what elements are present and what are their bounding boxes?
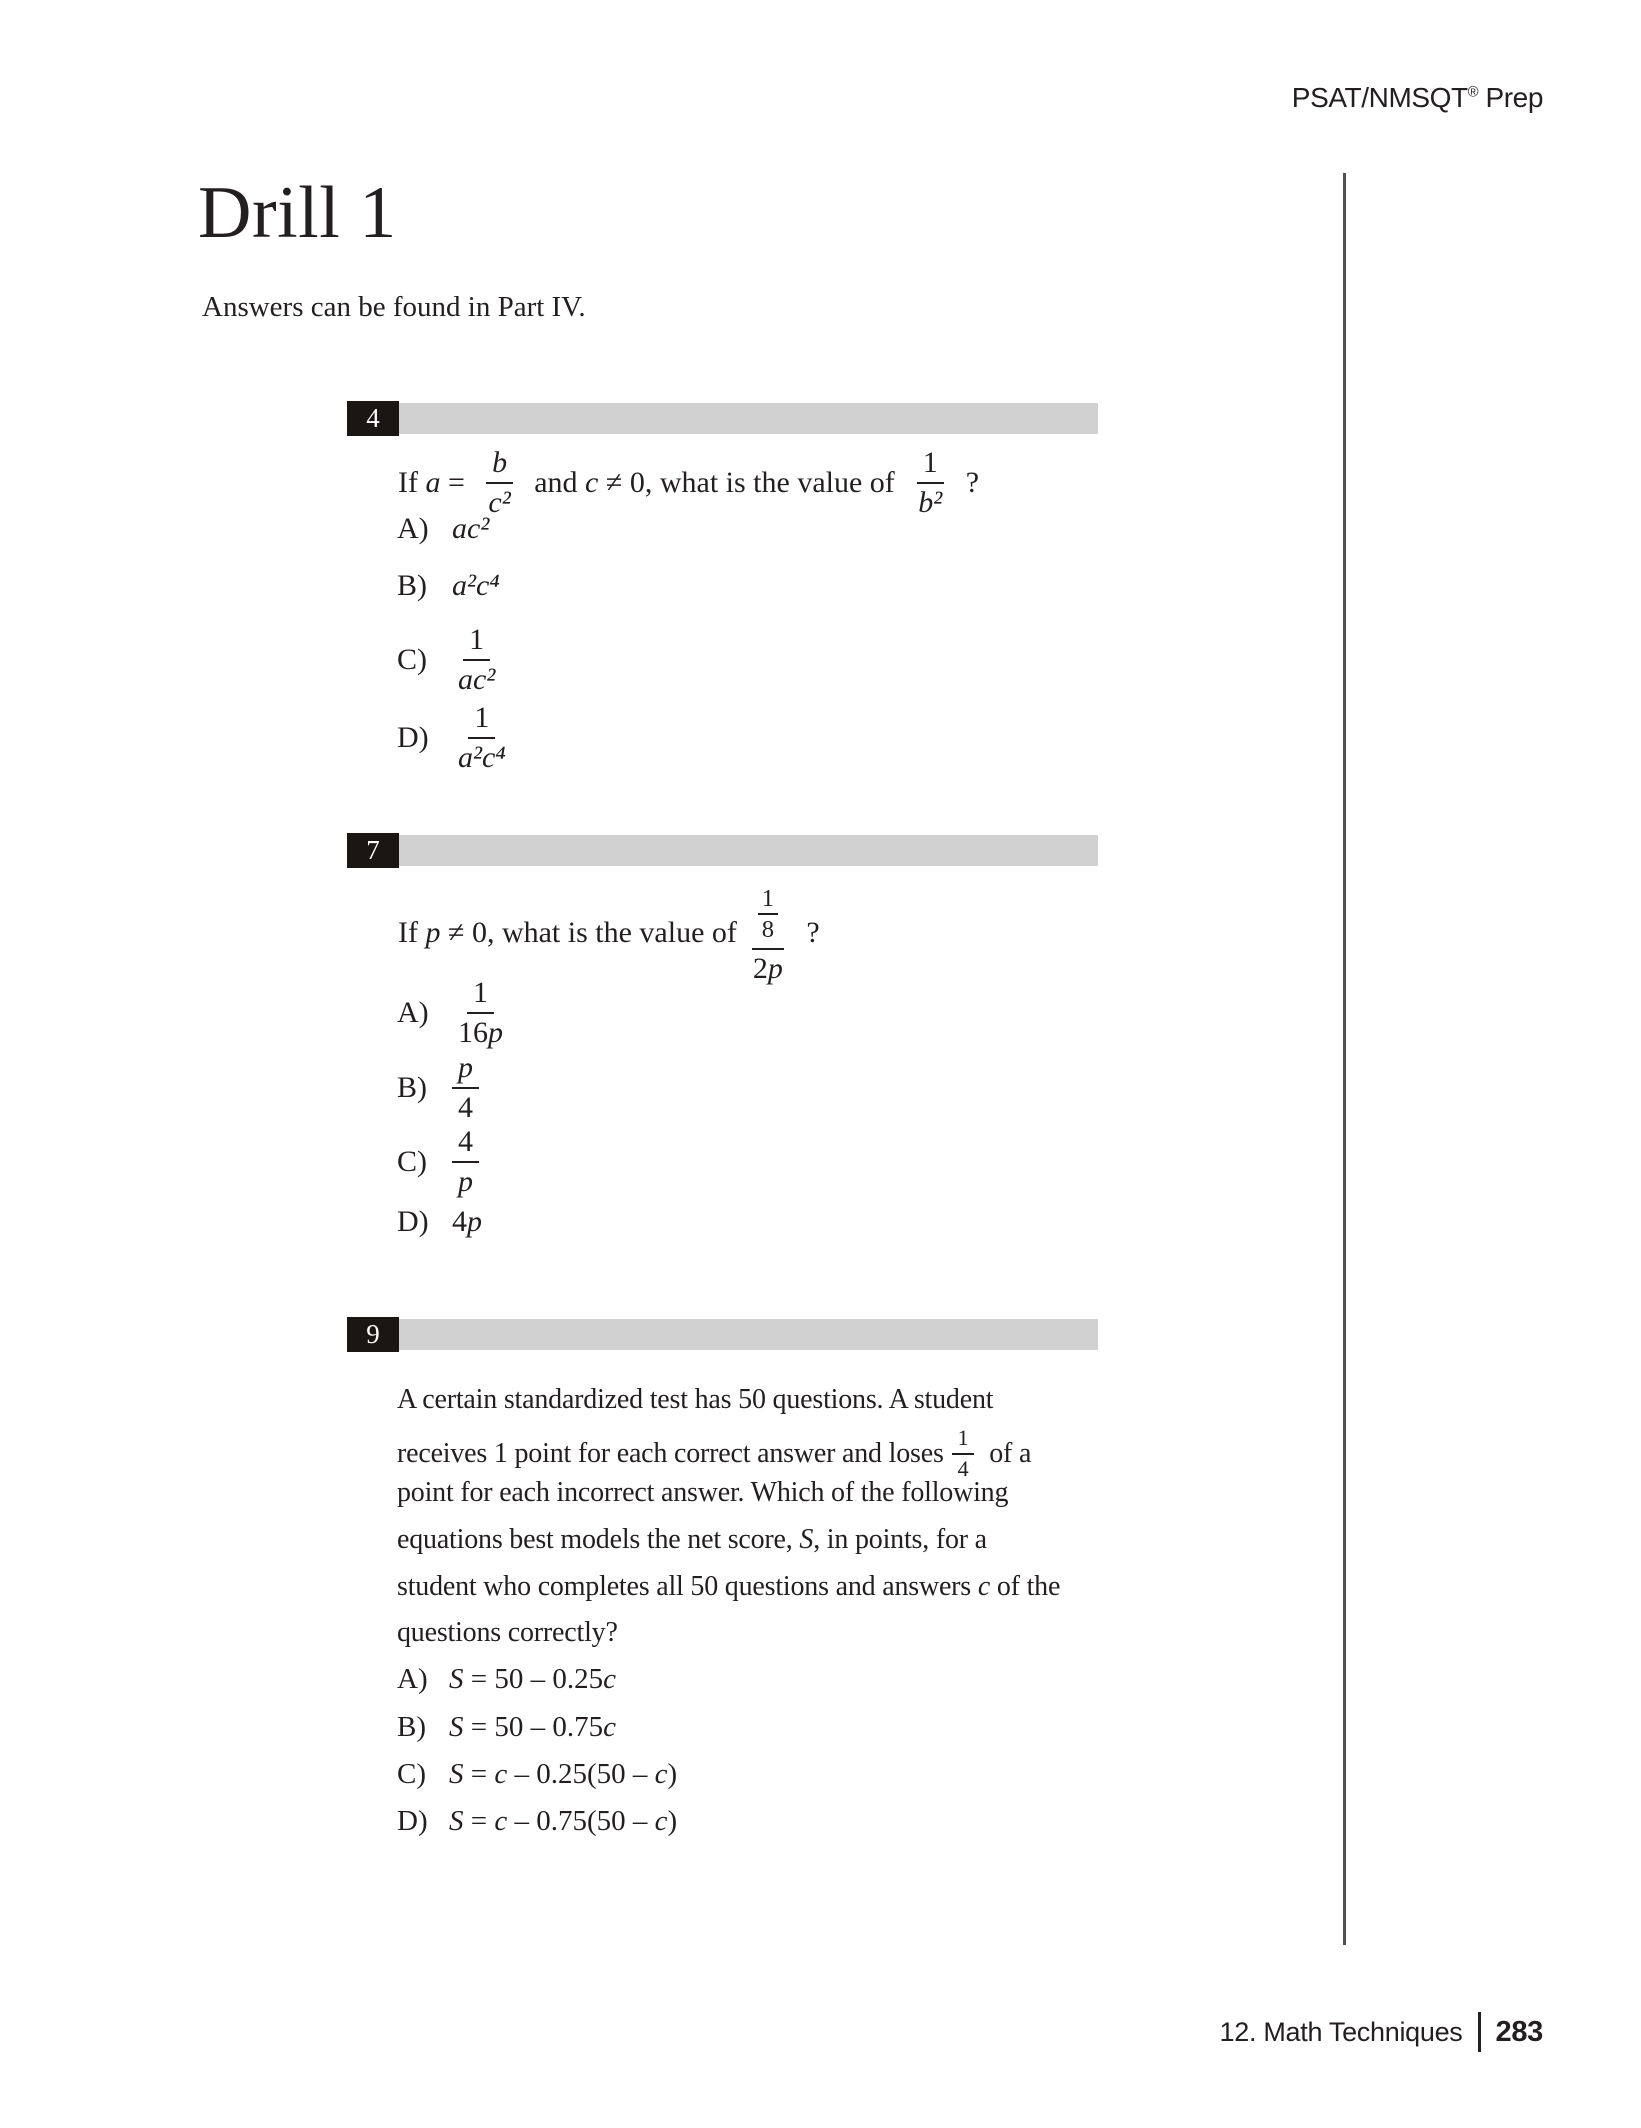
fraction-denominator: 8 [761,916,775,944]
option-label: D) [397,1805,428,1837]
variable-a: a [425,465,441,499]
option-label: B) [397,1071,427,1104]
text-fragment: ≠ 0, what is the value of [598,465,903,499]
option-fraction [452,1125,479,1198]
option-fraction [452,1051,479,1124]
option-label: B) [397,569,427,602]
coefficient: 4 [452,1205,467,1238]
question-9-text-line: questions correctly? [397,1617,618,1648]
variable-c: c [494,1758,508,1790]
text-fragment: If [398,915,426,949]
fraction-denominator: a²c⁴ [458,741,506,774]
text-fragment: = [463,1805,495,1837]
option-value: ac² [452,512,490,545]
option-fraction [452,976,509,1049]
option-value: a²c⁴ [452,569,500,602]
fraction-denominator: 4 [458,1091,473,1124]
registered-trademark-symbol: ® [1467,84,1479,101]
option-value [449,1711,616,1744]
coefficient: 16 [458,1016,488,1049]
variable-c: c [603,1663,616,1695]
fraction-numerator: 1 [952,1426,975,1455]
fraction-numerator: 1 [463,623,490,661]
footer-page-number: 283 [1495,2015,1543,2048]
variable-p: p [467,1205,482,1238]
variable-c: c [603,1711,616,1743]
question-4-option-c [397,615,511,705]
text-fragment: of a [982,1437,1032,1469]
option-label: B) [397,1711,426,1743]
coefficient: 2 [752,951,768,985]
option-label: A) [397,1663,428,1695]
text-fragment: equations best models the net score, [397,1524,800,1555]
question-4-number-badge: 4 [347,401,399,436]
option-label: A) [397,996,429,1029]
fraction-denominator [747,950,789,986]
variable-c: c [585,465,599,499]
variable-p: p [425,915,441,949]
header-suffix: Prep [1478,82,1543,113]
option-label: C) [397,1145,427,1178]
fraction-denominator: ac² [458,663,496,696]
question-9-gray-bar [399,1319,1098,1350]
text-fragment: ) [667,1758,678,1790]
variable-s: S [449,1711,464,1743]
question-7-option-d [397,1205,482,1239]
option-label: D) [397,721,429,754]
variable-c: c [494,1805,508,1837]
question-9-text-line [397,1426,1031,1481]
complex-fraction [747,880,789,986]
variable-s: S [449,1663,464,1695]
fraction-numerator: 1 [917,446,944,484]
fraction-denominator: c² [488,485,511,519]
fraction-denominator: p [458,1165,473,1198]
fraction-b-over-c-squared [482,446,516,519]
page-title: Drill 1 [198,172,397,254]
page-subtitle: Answers can be found in Part IV. [202,291,586,323]
text-fragment: = [440,465,473,499]
variable-c: c [654,1758,668,1790]
text-fragment: , in points, for a [813,1524,987,1555]
right-margin-rule [1343,173,1346,1945]
text-fragment: = [463,1758,495,1790]
question-9-text-line: point for each incorrect answer. Which of the following [397,1477,1009,1508]
variable-p: p [767,951,783,985]
fraction-1-over-8 [758,885,778,944]
variable-c: c [654,1805,668,1837]
text-fragment: If [398,465,426,499]
question-9-text-line [397,1571,1060,1603]
fraction-numerator: 4 [452,1125,479,1163]
running-header [1292,82,1543,114]
text-fragment: of the [990,1571,1061,1602]
fraction-numerator: p [452,1051,479,1089]
variable-s: S [449,1758,464,1790]
variable-s: S [799,1524,814,1555]
question-9-option-b [397,1711,616,1744]
variable-s: S [449,1805,464,1837]
question-9-text-line [397,1524,987,1556]
variable-p: p [488,1016,503,1049]
question-4-option-a [397,512,489,546]
option-fraction [452,623,501,696]
option-label: C) [397,643,427,676]
fraction-1-over-b-squared [912,446,948,519]
text-fragment: ≠ 0, what is the value of [440,915,737,949]
fraction-1-over-4 [952,1426,975,1481]
fraction-denominator: 4 [957,1455,969,1481]
text-fragment: ? [958,465,980,499]
fraction-numerator: 1 [467,976,494,1014]
question-9-option-a [397,1663,616,1696]
fraction-numerator [752,880,784,950]
fraction-numerator: 1 [758,885,778,916]
text-fragment: = 50 – 0.25 [463,1663,604,1695]
question-4-option-b [397,569,500,603]
question-9-option-d [397,1805,677,1838]
text-fragment: ) [667,1805,678,1837]
question-9-number-badge: 9 [347,1317,399,1352]
fraction-numerator: 1 [468,701,495,739]
option-value [452,1205,482,1239]
text-fragment: ? [798,915,820,949]
text-fragment: receives 1 point for each correct answer and loses [397,1437,944,1469]
option-value [449,1663,616,1696]
fraction-numerator: b [486,446,513,484]
option-fraction [452,701,512,774]
option-label: C) [397,1758,426,1790]
page-footer [1220,2012,1543,2052]
footer-chapter: 12. Math Techniques [1219,2016,1463,2047]
text-fragment: and [526,465,586,499]
footer-divider [1478,2012,1481,2052]
text-fragment: = 50 – 0.75 [463,1711,604,1743]
question-7-number-badge: 7 [347,833,399,868]
fraction-denominator: b² [918,485,943,519]
option-label: A) [397,512,429,545]
question-9-option-c [397,1758,677,1791]
question-9-band [347,1317,1098,1352]
text-fragment: – 0.25(50 – [507,1758,655,1790]
variable-c: c [977,1571,991,1602]
text-fragment: student who completes all 50 questions and answers [397,1571,978,1602]
option-value [449,1805,677,1838]
text-fragment: – 0.75(50 – [507,1805,655,1837]
question-9-text-line: A certain standardized test has 50 questions. A student [397,1384,994,1415]
header-brand: PSAT/NMSQT [1291,82,1468,113]
question-4-option-d [397,693,522,783]
option-label: D) [397,1205,429,1238]
question-7-option-c [397,1117,489,1207]
option-value [449,1758,677,1791]
